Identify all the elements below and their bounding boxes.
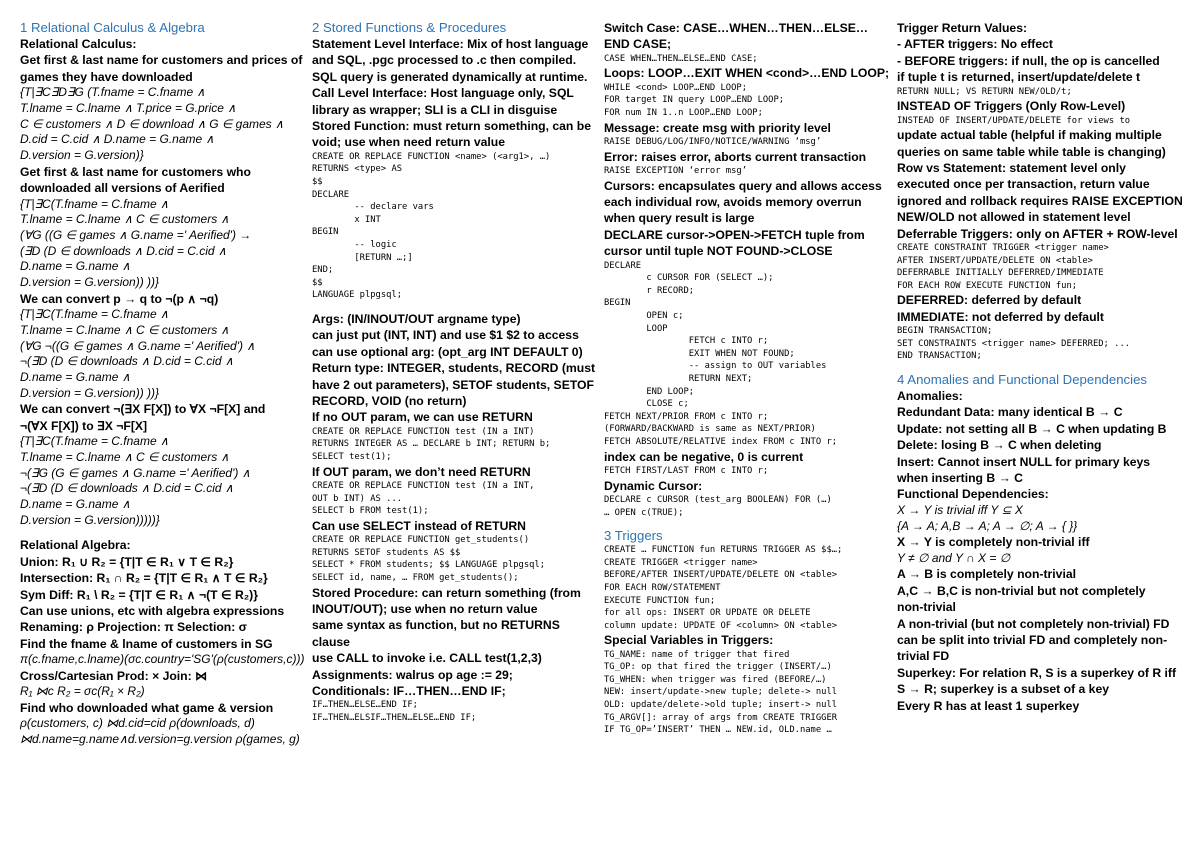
math-line: D.version = G.version)} <box>20 148 144 163</box>
math-line: (∀G ¬((G ∈ games ∧ G.name =' Aerified') ∧ <box>20 338 256 353</box>
math-line: π(c.fname,c.lname)(σc.country='SG'(ρ(customers,c))) <box>20 652 305 667</box>
text-line: Can use SELECT instead of RETURN <box>312 518 526 533</box>
text-line: Superkey: For relation R, S is a superkey of R iff <box>897 665 1177 680</box>
math-line: R₁ ⋈c R₂ = σc(R₁ × R₂) <box>20 684 145 699</box>
math-line: ¬(∃G (G ∈ games ∧ G.name =' Aerified') ∧ <box>20 465 251 480</box>
text-line: Insert: Cannot insert NULL for primary keys <box>897 454 1151 469</box>
text-line: ignored and rollback requires RAISE EXCEPTION <box>897 193 1183 208</box>
text-line: use CALL to invoke i.e. CALL test(1,2,3) <box>312 651 542 666</box>
math-line: {T|∃C∃D∃G (T.fname = C.fname ∧ <box>20 85 206 100</box>
text-line: each individual row, avoids memory overrun <box>604 195 862 209</box>
code-line: [RETURN …;] <box>312 252 413 263</box>
code-line: -- assign to OUT variables <box>604 361 827 372</box>
text-line: - AFTER triggers: No effect <box>897 37 1053 52</box>
math-line: (∃D (D ∈ downloads ∧ D.cid = C.cid ∧ <box>20 243 227 258</box>
code-line: for all ops: INSERT OR UPDATE OR DELETE <box>604 608 811 619</box>
text-line: Stored Procedure: can return something (from <box>312 585 581 600</box>
code-line: INSTEAD OF INSERT/UPDATE/DELETE for views to <box>897 115 1131 126</box>
section-heading: 2 Stored Functions & Procedures <box>312 20 507 35</box>
code-line: LOOP <box>604 323 668 334</box>
code-line: OLD: update/delete->old tuple; insert-> null <box>604 700 838 711</box>
code-line: DECLARE <box>312 189 350 200</box>
code-line: FOR num IN 1..n LOOP…END LOOP; <box>604 108 763 118</box>
text-line: Return type: INTEGER, students, RECORD (must <box>312 361 596 376</box>
code-line: EXIT WHEN NOT FOUND; <box>604 348 795 359</box>
text-line: X → Y is completely non-trivial iff <box>897 535 1090 550</box>
code-line: SET CONSTRAINTS <trigger name> DEFERRED; ... <box>897 338 1131 349</box>
text-line: A non-trivial (but not completely non-trivial) FD <box>897 616 1170 631</box>
math-line: {T|∃C(T.fname = C.fname ∧ <box>20 434 169 449</box>
code-line: BEGIN TRANSACTION; <box>897 326 993 337</box>
math-line: D.version = G.version)) ))} <box>20 275 160 290</box>
text-line: have 2 out parameters), SETOF students, SETOF <box>312 377 594 392</box>
text-line: can just put (INT, INT) and use $1 $2 to access <box>312 328 579 343</box>
text-line: Cursors: encapsulates query and allows access <box>604 178 882 193</box>
math-line: T.lname = C.lname ∧ C ∈ customers ∧ <box>20 322 230 337</box>
code-line: OUT b INT) AS ... <box>312 493 403 504</box>
math-line: D.name = G.name ∧ <box>20 259 131 274</box>
text-line: NEW/OLD not allowed in statement level <box>897 210 1131 225</box>
text-line: games they have downloaded <box>20 69 193 84</box>
math-line: C ∈ customers ∧ D ∈ download ∧ G ∈ games ∧ <box>20 116 284 131</box>
column-control-flow-triggers <box>604 20 892 737</box>
spacer <box>20 528 305 537</box>
text-line: Relational Algebra: <box>20 538 131 553</box>
code-line: FOR EACH ROW/STATEMENT <box>604 582 721 593</box>
code-line: SELECT id, name, … FROM get_students(); <box>312 572 519 583</box>
text-line: and SQL, .pgc processed to .c then compiled. <box>312 53 577 68</box>
code-line: IF TG_OP=’INSERT’ THEN … NEW.id, OLD.name … <box>604 725 832 736</box>
code-line: RETURN NULL; VS RETURN NEW/OLD/t; <box>897 86 1072 97</box>
math-line: D.version = G.version)))))} <box>20 512 160 527</box>
text-line: Can use unions, etc with algebra expressions <box>20 604 285 619</box>
code-line: RETURNS <type> AS <box>312 164 403 175</box>
math-line: ρ(customers, c) ⋈d.cid=cid ρ(downloads, d) <box>20 716 255 731</box>
code-line: OPEN c; <box>604 311 684 321</box>
section-heading: 4 Anomalies and Functional Dependencies <box>897 372 1147 388</box>
text-line: RECORD, VOID (no return) <box>312 394 467 408</box>
code-line: END LOOP; <box>604 386 695 397</box>
text-line: void; use when need return value <box>312 135 506 150</box>
text-line: Get first & last name for customers who <box>20 164 251 179</box>
math-line: ⋈d.name=g.name∧d.version=g.version ρ(games, g) <box>20 732 300 747</box>
text-line: A,C → B,C is non-trivial but not completely <box>897 583 1146 598</box>
code-line: CREATE OR REPLACE FUNCTION test (IN a INT) <box>312 426 535 437</box>
code-line: $$ <box>312 177 323 188</box>
code-line: RAISE EXCEPTION ‘error msg’ <box>604 166 747 176</box>
code-line: SELECT test(1); <box>312 452 392 462</box>
text-line: S → R; superkey is a subset of a key <box>897 682 1110 697</box>
text-line: Get first & last name for customers and prices of <box>20 53 303 68</box>
code-line: FETCH FIRST/LAST FROM c INTO r; <box>604 465 769 476</box>
code-line: -- logic <box>312 240 397 250</box>
math-line: D.name = G.name ∧ <box>20 369 131 384</box>
text-line: queries on same table while table is changing) <box>897 144 1166 159</box>
text-line: Error: raises error, aborts current transaction <box>604 149 867 164</box>
code-line: DECLARE <box>604 260 642 271</box>
code-line: FETCH c INTO r; <box>604 336 769 347</box>
text-line: Args: (IN/INOUT/OUT argname type) <box>312 311 521 326</box>
column-relational-calculus <box>20 20 305 748</box>
text-line: Assignments: walrus op age := 29; <box>312 667 513 682</box>
code-line: r RECORD; <box>604 285 695 296</box>
code-line: FETCH ABSOLUTE/RELATIVE index FROM c INTO r; <box>604 436 838 447</box>
code-line: RETURNS INTEGER AS … DECLARE b INT; RETURN b; <box>312 439 551 450</box>
text-line: Stored Function: must return something, can be <box>312 119 591 134</box>
code-line: CREATE OR REPLACE FUNCTION get_students() <box>312 535 530 546</box>
code-line: END TRANSACTION; <box>897 351 982 362</box>
math-line: T.lname = C.lname ∧ T.price = G.price ∧ <box>20 100 237 115</box>
text-line: Functional Dependencies: <box>897 487 1049 502</box>
code-line: c CURSOR FOR (SELECT …); <box>604 273 774 284</box>
text-line: update actual table (helpful if making multiple <box>897 128 1162 143</box>
math-line: ¬(∃D (D ∈ downloads ∧ D.cid = C.cid ∧ <box>20 481 234 496</box>
text-line: Anomalies: <box>897 389 963 404</box>
text-line: Every R has at least 1 superkey <box>897 698 1080 713</box>
text-line: can be split into trivial FD and completely non- <box>897 633 1168 648</box>
text-line: Intersection: R₁ ∩ R₂ = {T|T ∈ R₁ ∧ T ∈ R₂} <box>20 571 268 586</box>
code-line: RETURN NEXT; <box>604 373 753 384</box>
math-line: {T|∃C(T.fname = C.fname ∧ <box>20 196 169 211</box>
code-line: END; <box>312 265 334 276</box>
code-line: NEW: insert/update->new tuple; delete-> null <box>604 687 838 698</box>
math-line: D.version = G.version)) ))} <box>20 385 160 400</box>
text-line: Dynamic Cursor: <box>604 478 703 493</box>
spacer <box>312 302 598 311</box>
code-line: … OPEN c(TRUE); <box>604 507 684 518</box>
code-line: CREATE OR REPLACE FUNCTION <name> (<arg1>, …) <box>312 151 551 162</box>
code-line: TG_NAME: name of trigger that fired <box>604 649 790 660</box>
text-line: IMMEDIATE: not deferred by default <box>897 309 1104 324</box>
section-heading: 3 Triggers <box>604 528 663 544</box>
code-line: BEFORE/AFTER INSERT/UPDATE/DELETE ON <table> <box>604 570 838 581</box>
text-line: executed once per transaction, return value <box>897 177 1150 192</box>
math-line: {A → A; A,B → A; A → ∅; A → { }} <box>897 518 1078 533</box>
code-line: DECLARE c CURSOR (test_arg BOOLEAN) FOR (…) <box>604 494 832 505</box>
text-line: A → B is completely non-trivial <box>897 567 1077 582</box>
text-line: cursor until tuple NOT FOUND->CLOSE <box>604 244 833 259</box>
text-line: SQL query is generated dynamically at runtime. <box>312 69 588 84</box>
code-line: -- declare vars <box>312 202 434 213</box>
code-line: CREATE TRIGGER <trigger name> <box>604 557 758 568</box>
text-line: downloaded all versions of Aerified <box>20 181 225 196</box>
code-line: SELECT * FROM students; $$ LANGUAGE plpgsql; <box>312 560 546 571</box>
code-line: FETCH NEXT/PRIOR FROM c INTO r; <box>604 411 769 422</box>
text-line: library as wrapper; SLI is a CLI in disguise <box>312 102 558 117</box>
code-line: WHILE <cond> LOOP…END LOOP; <box>604 82 747 93</box>
code-line: BEGIN <box>604 298 631 309</box>
text-line: We can convert p → q to ¬(p ∧ ¬q) <box>20 291 219 306</box>
math-line: T.lname = C.lname ∧ C ∈ customers ∧ <box>20 212 230 227</box>
code-line: SELECT b FROM test(1); <box>312 506 429 517</box>
text-line: Renaming: ρ Projection: π Selection: σ <box>20 620 248 635</box>
code-line: FOR EACH ROW EXECUTE FUNCTION fun; <box>897 280 1078 291</box>
text-line: when inserting B → C <box>897 471 1023 486</box>
text-line: Sym Diff: R₁ \ R₂ = {T|T ∈ R₁ ∧ ¬(T ∈ R₂)} <box>20 587 258 602</box>
math-line: D.name = G.name ∧ <box>20 497 131 512</box>
text-line: when query result is large <box>604 211 755 226</box>
text-line: Redundant Data: many identical B → C <box>897 405 1123 420</box>
text-line: can use optional arg: (opt_arg INT DEFAULT 0) <box>312 344 583 359</box>
text-line: same syntax as function, but no RETURNS clause <box>312 618 560 649</box>
code-line: CREATE … FUNCTION fun RETURNS TRIGGER AS $$…; <box>604 545 843 556</box>
text-line: INSTEAD OF Triggers (Only Row-Level) <box>897 99 1126 114</box>
text-line: If OUT param, we don’t need RETURN <box>312 464 531 479</box>
text-line: Delete: losing B → C when deleting <box>897 438 1102 453</box>
code-line: BEGIN <box>312 227 339 238</box>
column-stored-functions <box>312 20 598 725</box>
text-line: DEFERRED: deferred by default <box>897 293 1082 308</box>
text-line: We can convert ¬(∃X F[X]) to ∀X ¬F[X] and <box>20 402 266 417</box>
text-line: Cross/Cartesian Prod: × Join: ⋈ <box>20 668 208 683</box>
math-line: D.cid = C.cid ∧ D.name = G.name ∧ <box>20 132 215 147</box>
text-line: Conditionals: IF…THEN…END IF; <box>312 684 506 698</box>
spacer <box>897 363 1195 372</box>
text-line: if tuple t is returned, insert/update/delete t <box>897 70 1141 85</box>
text-line: index can be negative, 0 is current <box>604 449 804 464</box>
code-line: CLOSE c; <box>604 399 689 410</box>
column-trigger-returns-anomalies <box>897 20 1195 714</box>
math-line: Y ≠ ∅ and Y ∩ X = ∅ <box>897 550 1011 565</box>
code-line: RETURNS SETOF students AS $$ <box>312 547 461 558</box>
code-line: RAISE DEBUG/LOG/INFO/NOTICE/WARNING ‘msg’ <box>604 137 822 147</box>
text-line: Union: R₁ ∪ R₂ = {T|T ∈ R₁ ∨ T ∈ R₂} <box>20 554 234 569</box>
math-line: ¬(∃D (D ∈ downloads ∧ D.cid = C.cid ∧ <box>20 354 234 369</box>
code-line: x INT <box>312 214 381 225</box>
code-line: CASE WHEN…THEN…ELSE…END CASE; <box>604 53 758 64</box>
text-line: - BEFORE triggers: if null, the op is cancelled <box>897 53 1160 68</box>
code-line: TG_WHEN: when trigger was fired (BEFORE/…) <box>604 674 827 685</box>
section-heading: 1 Relational Calculus & Algebra <box>20 20 205 35</box>
code-line: DEFERRABLE INITIALLY DEFERRED/IMMEDIATE <box>897 268 1104 279</box>
code-line: CREATE OR REPLACE FUNCTION test (IN a INT, <box>312 481 535 491</box>
text-line: Statement Level Interface: Mix of host language <box>312 37 589 51</box>
code-line: column update: UPDATE OF <column> ON <table> <box>604 620 838 631</box>
text-line: Find the fname & lname of customers in SG <box>20 636 273 651</box>
code-line: IF…THEN…ELSE…END IF; <box>312 700 418 711</box>
text-line: ¬(∀X F[X]) to ∃X ¬F[X] <box>20 418 148 433</box>
math-line: {T|∃C(T.fname = C.fname ∧ <box>20 307 169 322</box>
text-line: non-trivial <box>897 600 956 615</box>
text-line: Special Variables in Triggers: <box>604 633 774 648</box>
text-line: Trigger Return Values: <box>897 21 1028 35</box>
text-line: Loops: LOOP…EXIT WHEN <cond>…END LOOP; <box>604 66 890 81</box>
code-line: EXECUTE FUNCTION fun; <box>604 595 716 606</box>
code-line: TG_OP: op that fired the trigger (INSERT/…) <box>604 662 832 673</box>
code-line: IF…THEN…ELSIF…THEN…ELSE…END IF; <box>312 713 477 723</box>
text-line: INOUT/OUT); use when no return value <box>312 601 538 616</box>
code-line: FOR target IN query LOOP…END LOOP; <box>604 95 785 106</box>
math-line: T.lname = C.lname ∧ C ∈ customers ∧ <box>20 449 230 464</box>
text-line: Call Level Interface: Host language only, SQL <box>312 86 574 101</box>
text-line: trivial FD <box>897 649 950 664</box>
text-line: Message: create msg with priority level <box>604 120 831 135</box>
code-line: TG_ARGV[]: array of args from CREATE TRIGGER <box>604 712 838 723</box>
text-line: Find who downloaded what game & version <box>20 701 274 716</box>
text-line: Relational Calculus: <box>20 37 137 51</box>
text-line: Deferrable Triggers: only on AFTER + ROW-level <box>897 226 1178 241</box>
code-line: (FORWARD/BACKWARD is same as NEXT/PRIOR) <box>604 424 816 435</box>
code-line: CREATE CONSTRAINT TRIGGER <trigger name> <box>897 243 1109 254</box>
text-line: Update: not setting all B → C when updating B <box>897 421 1167 436</box>
spacer <box>604 519 892 528</box>
math-line: X → Y is trivial iff Y ⊆ X <box>897 502 1023 517</box>
text-line: DECLARE cursor->OPEN->FETCH tuple from <box>604 227 865 242</box>
code-line: AFTER INSERT/UPDATE/DELETE ON <table> <box>897 255 1093 266</box>
text-line: Row vs Statement: statement level only <box>897 161 1126 176</box>
math-line: (∀G ((G ∈ games ∧ G.name =' Aerified') → <box>20 227 252 242</box>
text-line: Switch Case: CASE…WHEN…THEN…ELSE…END CASE; <box>604 21 869 52</box>
code-line: $$ <box>312 277 323 288</box>
code-line: LANGUAGE plpgsql; <box>312 290 403 301</box>
text-line: If no OUT param, we can use RETURN <box>312 410 533 425</box>
